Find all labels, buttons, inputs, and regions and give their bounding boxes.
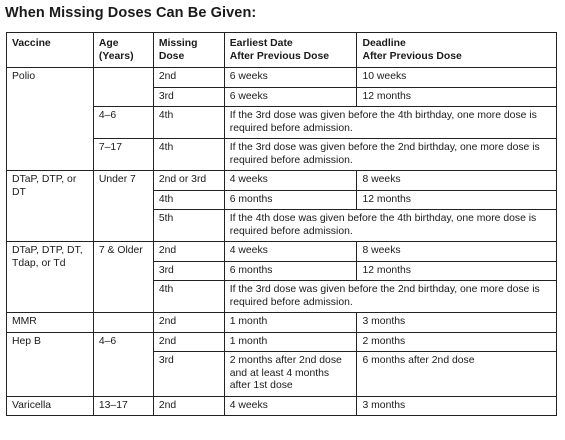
age-cell: 7–17 [93,139,153,171]
deadline-cell: 8 weeks [357,171,557,191]
deadline-cell: 8 weeks [357,242,557,262]
note-cell: If the 3rd dose was given before the 2nd birthday, one more dose is required before admission. [224,281,556,313]
header-missing-dose: Missing Dose [153,33,224,68]
dose-cell: 4th [153,281,224,313]
deadline-cell: 10 weeks [357,68,557,88]
table-header-row [7,33,557,68]
vaccine-cell: Varicella [7,396,94,416]
deadline-cell: 2 months [357,332,557,352]
earliest-cell: 4 weeks [224,242,357,262]
age-cell: 13–17 [93,396,153,416]
earliest-cell: 6 weeks [224,87,357,107]
deadline-cell: 12 months [357,87,557,107]
missing-doses-table [6,32,557,416]
deadline-cell: 6 months after 2nd dose [357,352,557,397]
table-row [7,396,557,416]
table-row [7,313,557,333]
table-row [7,332,557,352]
vaccine-cell: Hep B [7,332,94,396]
vaccine-cell: DTaP, DTP, or DT [7,171,94,242]
dose-cell: 2nd [153,313,224,333]
table-row [7,68,557,88]
table-row [7,242,557,262]
age-cell: 4–6 [93,332,153,396]
deadline-cell: 3 months [357,313,557,333]
header-vaccine: Vaccine [7,33,94,68]
vaccine-cell: Polio [7,68,94,171]
dose-cell: 3rd [153,352,224,397]
earliest-cell: 4 weeks [224,396,357,416]
note-cell: If the 3rd dose was given before the 4th birthday, one more dose is required before admission. [224,107,556,139]
deadline-cell: 12 months [357,261,557,281]
dose-cell: 4th [153,139,224,171]
age-cell [93,68,153,107]
dose-cell: 4th [153,107,224,139]
page-title: When Missing Doses Can Be Given: [5,5,257,21]
table-row [7,171,557,191]
header-earliest-date: Earliest Date After Previous Dose [224,33,357,68]
earliest-cell: 2 months after 2nd dose and at least 4 months after 1st dose [224,352,357,397]
earliest-cell: 6 weeks [224,68,357,88]
age-cell: 4–6 [93,107,153,139]
age-cell [93,313,153,333]
earliest-cell: 4 weeks [224,171,357,191]
dose-cell: 4th [153,190,224,210]
dose-cell: 2nd [153,396,224,416]
dose-cell: 2nd [153,332,224,352]
earliest-cell: 1 month [224,313,357,333]
earliest-cell: 6 months [224,190,357,210]
dose-cell: 5th [153,210,224,242]
dose-cell: 2nd [153,242,224,262]
note-cell: If the 3rd dose was given before the 2nd birthday, one more dose is required before admission. [224,139,556,171]
header-age: Age (Years) [93,33,153,68]
deadline-cell: 12 months [357,190,557,210]
note-cell: If the 4th dose was given before the 4th birthday, one more dose is required before admission. [224,210,556,242]
dose-cell: 2nd or 3rd [153,171,224,191]
age-cell: Under 7 [93,171,153,242]
earliest-cell: 1 month [224,332,357,352]
age-cell: 7 & Older [93,242,153,313]
earliest-cell: 6 months [224,261,357,281]
header-deadline: Deadline After Previous Dose [357,33,557,68]
vaccine-cell: DTaP, DTP, DT, Tdap, or Td [7,242,94,313]
deadline-cell: 3 months [357,396,557,416]
dose-cell: 2nd [153,68,224,88]
dose-cell: 3rd [153,87,224,107]
dose-cell: 3rd [153,261,224,281]
vaccine-cell: MMR [7,313,94,333]
